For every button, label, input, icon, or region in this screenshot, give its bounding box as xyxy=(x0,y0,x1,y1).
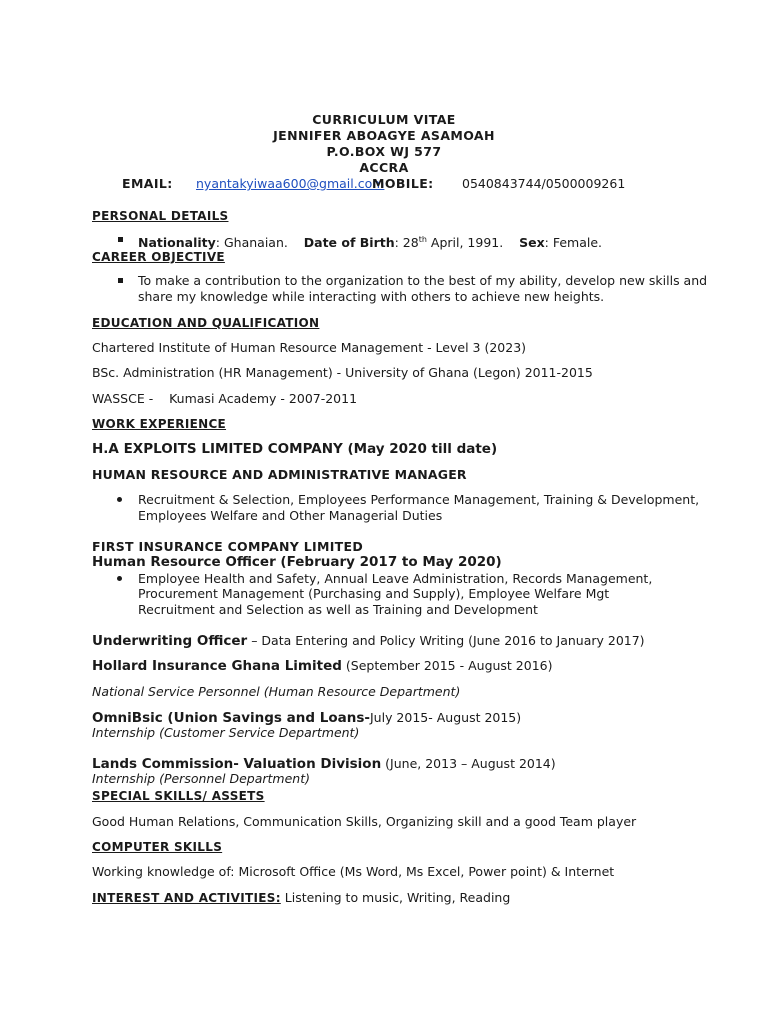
job4-company: Hollard Insurance Ghana Limited xyxy=(92,658,342,674)
job6-role: Internship (Personnel Department) xyxy=(92,771,310,786)
interests-text: Listening to music, Writing, Reading xyxy=(280,890,511,905)
dob-sup: th xyxy=(418,235,427,244)
cv-title: CURRICULUM VITAE xyxy=(312,112,456,127)
job6-line xyxy=(92,756,556,772)
mobile-number: 0540843744/0500009261 xyxy=(462,176,626,191)
personal-details-heading: PERSONAL DETAILS xyxy=(92,209,229,223)
objective-line-1: To make a contribution to the organization to the best of my ability, develop new skills and xyxy=(138,273,708,288)
city: ACCRA xyxy=(359,160,409,175)
email-label: EMAIL: xyxy=(122,176,173,191)
round-bullet-icon xyxy=(117,576,122,581)
education-heading: EDUCATION AND QUALIFICATION xyxy=(92,316,320,330)
job2-duty-line-3: Recruitment and Selection as well as Training and Development xyxy=(138,602,538,617)
interests-heading: INTEREST AND ACTIVITIES: xyxy=(92,891,281,905)
job4-dates: (September 2015 - August 2016) xyxy=(341,658,553,673)
applicant-name: JENNIFER ABOAGYE ASAMOAH xyxy=(273,128,495,143)
postal-address: P.O.BOX WJ 577 xyxy=(326,144,442,159)
nationality-label: Nationality xyxy=(138,235,216,251)
dob-pre: : 28 xyxy=(394,235,419,251)
sex-label: Sex xyxy=(519,235,545,251)
special-skills-heading: SPECIAL SKILLS/ ASSETS xyxy=(92,789,265,803)
email-link[interactable]: nyantakyiwaa600@gmail.com xyxy=(196,176,385,191)
job1-title: HUMAN RESOURCE AND ADMINISTRATIVE MANAGER xyxy=(92,467,467,482)
job3-title: Underwriting Officer xyxy=(92,633,248,649)
job5-role: Internship (Customer Service Department) xyxy=(92,725,360,740)
round-bullet-icon xyxy=(117,497,122,502)
job2-duty-line-1: Employee Health and Safety, Annual Leave Administration, Records Management, xyxy=(138,571,653,586)
nationality-value: : Ghanaian. xyxy=(215,235,288,251)
job2-company: FIRST INSURANCE COMPANY LIMITED xyxy=(92,539,364,554)
job1-company: H.A EXPLOITS LIMITED COMPANY (May 2020 till date) xyxy=(92,441,498,457)
job3-line xyxy=(92,633,645,649)
sex-value: : Female. xyxy=(544,235,603,251)
career-objective-heading: CAREER OBJECTIVE xyxy=(92,250,225,264)
square-bullet-icon xyxy=(118,278,123,283)
job5-company: OmniBsic (Union Savings and Loans- xyxy=(92,710,370,726)
job3-desc: – Data Entering and Policy Writing (June 2016 to January 2017) xyxy=(247,633,645,648)
job6-company: Lands Commission- Valuation Division xyxy=(92,756,382,772)
mobile-label: MOBILE: xyxy=(372,176,434,191)
dob-post: April, 1991. xyxy=(426,235,504,251)
objective-line-2: share my knowledge while interacting with others to achieve new heights. xyxy=(138,289,605,304)
computer-skills-text: Working knowledge of: Microsoft Office (Ms Word, Ms Excel, Power point) & Internet xyxy=(92,864,615,879)
job4-role: National Service Personnel (Human Resource Department) xyxy=(92,684,461,699)
computer-skills-heading: COMPUTER SKILLS xyxy=(92,840,223,854)
job6-dates: (June, 2013 – August 2014) xyxy=(381,756,556,771)
interests-line xyxy=(92,890,510,906)
job2-duty-line-2: Procurement Management (Purchasing and Supply), Employee Welfare Mgt xyxy=(138,586,610,601)
job2-title: Human Resource Officer (February 2017 to May 2020) xyxy=(92,554,502,570)
work-experience-heading: WORK EXPERIENCE xyxy=(92,417,227,431)
education-item: Chartered Institute of Human Resource Management - Level 3 (2023) xyxy=(92,340,527,355)
job4-line xyxy=(92,658,553,674)
education-item: BSc. Administration (HR Management) - University of Ghana (Legon) 2011-2015 xyxy=(92,365,593,380)
education-item: WASSCE - Kumasi Academy - 2007-2011 xyxy=(92,391,358,406)
dob-label: Date of Birth xyxy=(303,235,395,251)
job1-duty-line-1: Recruitment & Selection, Employees Performance Management, Training & Development, xyxy=(138,492,700,507)
special-skills-text: Good Human Relations, Communication Skills, Organizing skill and a good Team player xyxy=(92,814,637,829)
job1-duty-line-2: Employees Welfare and Other Managerial Duties xyxy=(138,508,443,523)
job5-line xyxy=(92,710,521,726)
job5-dates: July 2015- August 2015) xyxy=(369,710,522,725)
square-bullet-icon xyxy=(118,237,123,242)
